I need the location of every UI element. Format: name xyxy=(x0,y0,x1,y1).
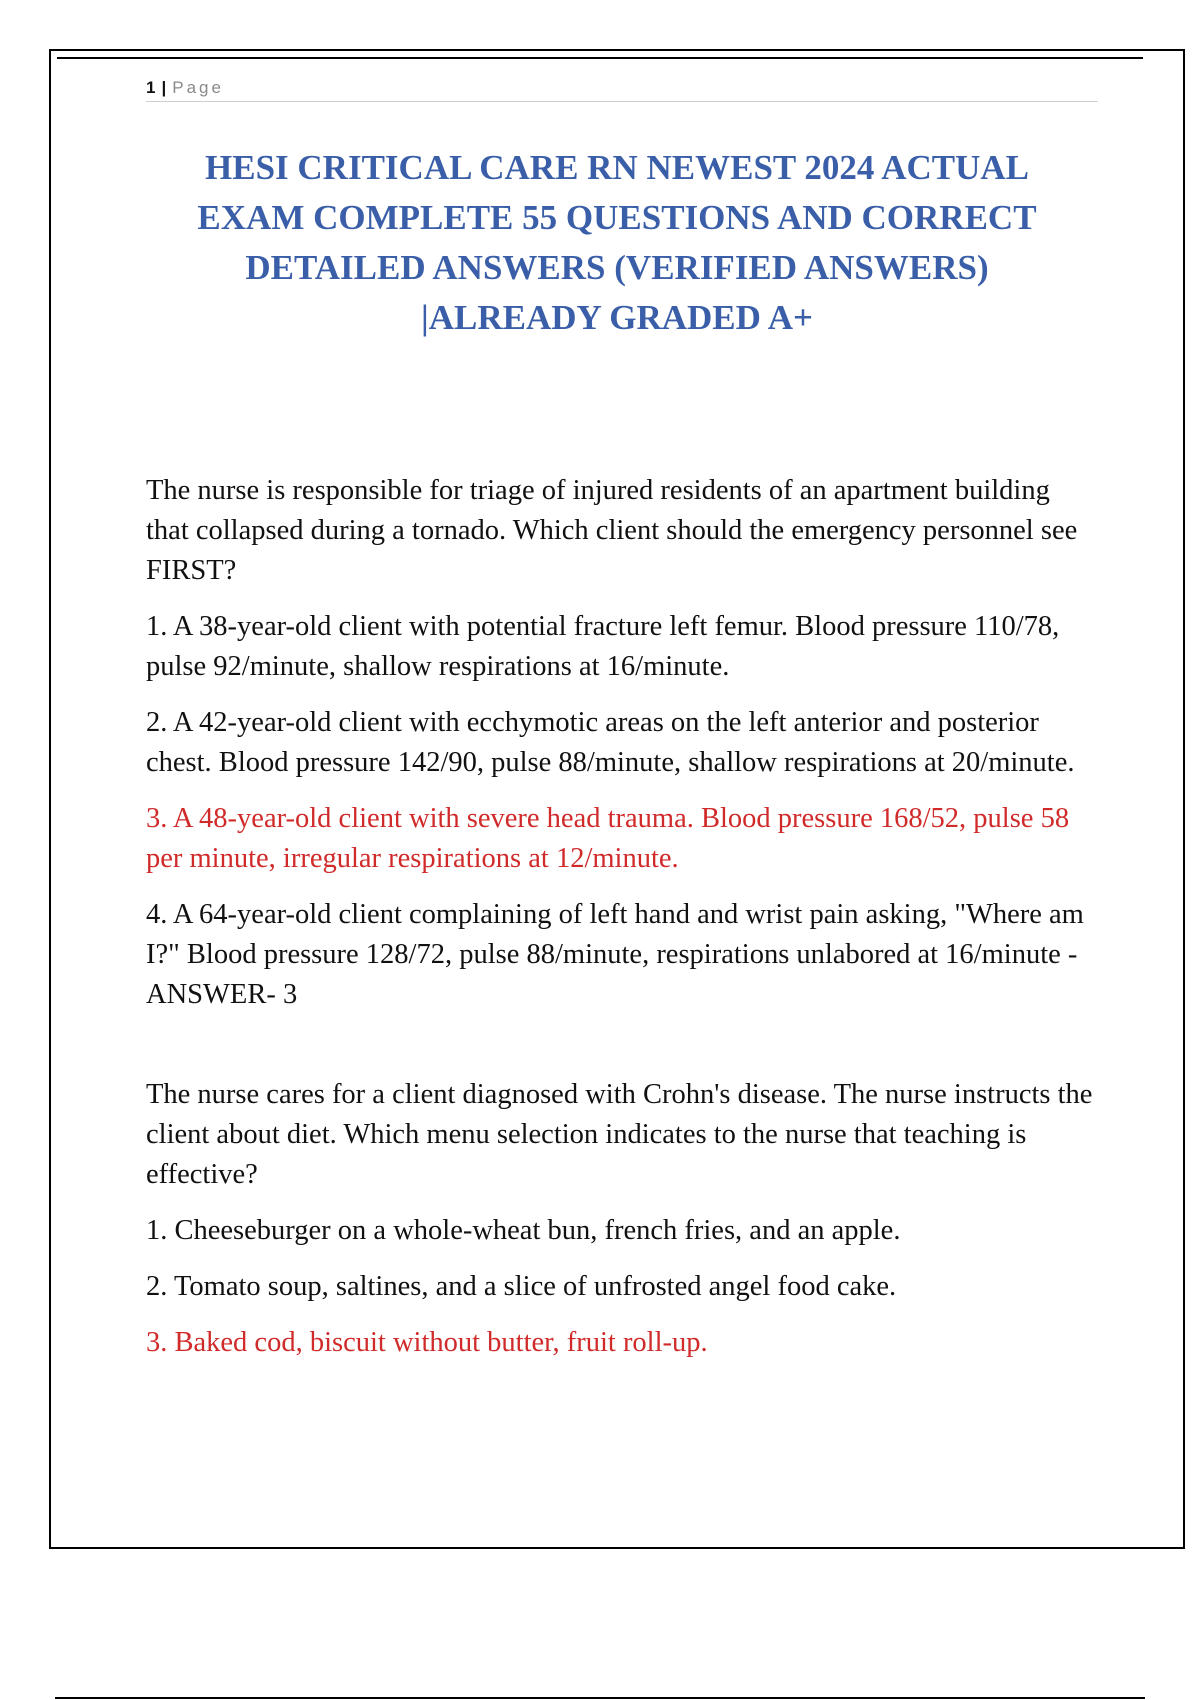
title-line-3: DETAILED ANSWERS (VERIFIED ANSWERS) xyxy=(245,248,989,287)
page-separator: | xyxy=(161,78,167,97)
question-block-1 xyxy=(146,471,1093,1015)
questions-content xyxy=(146,471,1093,1379)
header-top-rule xyxy=(57,57,1143,59)
title-line-2: EXAM COMPLETE 55 QUESTIONS AND CORRECT xyxy=(197,198,1037,237)
question-spacer xyxy=(146,1031,1093,1075)
page-header xyxy=(146,75,1098,102)
page-number: 1 xyxy=(146,78,156,97)
next-page-top-rule xyxy=(55,1697,1145,1699)
question-1-option-2: 2. A 42-year-old client with ecchymotic areas on the left anterior and posterior chest. Blood pressure 142/90, pulse 88/minute, shallow respirations at 20/minute. xyxy=(146,707,1075,778)
question-1-option-3-correct: 3. A 48-year-old client with severe head trauma. Blood pressure 168/52, pulse 58 per minute, irregular respirations at 12/minute. xyxy=(146,803,1070,874)
page-label: Page xyxy=(172,78,224,97)
question-block-2 xyxy=(146,1075,1093,1363)
title-line-1: HESI CRITICAL CARE RN NEWEST 2024 ACTUAL xyxy=(205,148,1029,187)
question-1-stem: The nurse is responsible for triage of injured residents of an apartment building that collapsed during a tornado. Which client should the emergency personnel see FIRST? xyxy=(146,475,1078,586)
question-2-option-3-correct: 3. Baked cod, biscuit without butter, fruit roll-up. xyxy=(146,1327,708,1358)
question-2-stem: The nurse cares for a client diagnosed with Crohn's disease. The nurse instructs the client about diet. Which menu selection indicates to the nurse that teaching is effective? xyxy=(146,1079,1093,1190)
document-title xyxy=(121,143,1113,343)
question-1-option-4: 4. A 64-year-old client complaining of left hand and wrist pain asking, "Where am I?" Blood pressure 128/72, pulse 88/minute, respirations unlabored at 16/minute - ANSWER- 3 xyxy=(146,899,1084,1010)
question-2-option-2: 2. Tomato soup, saltines, and a slice of unfrosted angel food cake. xyxy=(146,1271,897,1302)
page-frame xyxy=(49,49,1185,1549)
title-line-4: |ALREADY GRADED A+ xyxy=(421,298,813,337)
question-1-option-1: 1. A 38-year-old client with potential fracture left femur. Blood pressure 110/78, pulse 92/minute, shallow respirations at 16/minute. xyxy=(146,611,1060,682)
question-2-option-1: 1. Cheeseburger on a whole-wheat bun, french fries, and an apple. xyxy=(146,1215,901,1246)
